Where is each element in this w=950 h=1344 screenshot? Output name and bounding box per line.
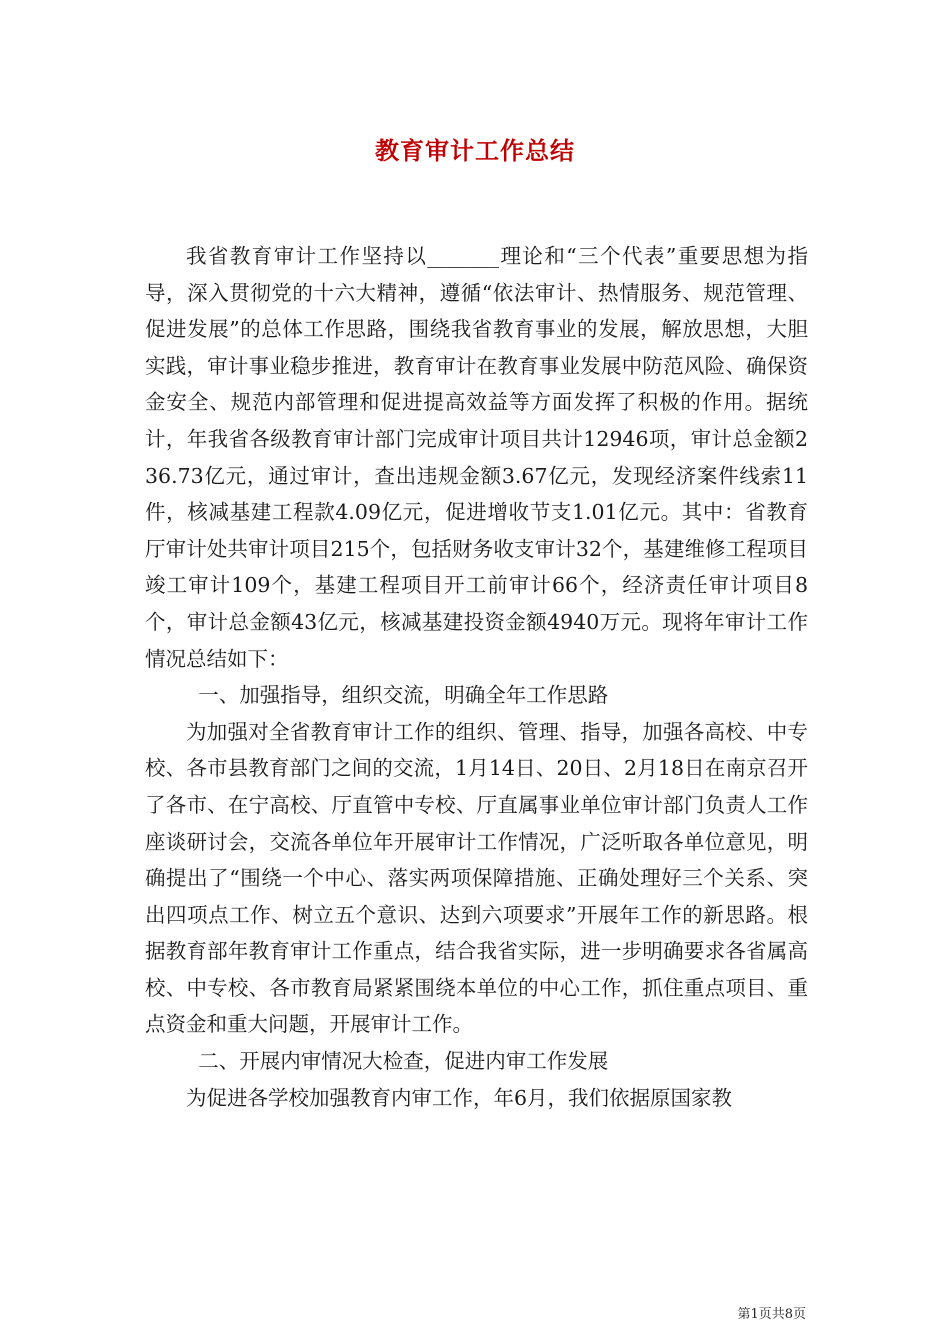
section-1-paragraph: 为加强对全省教育审计工作的组织、管理、指导，加强各高校、中专校、各市县教育部门之间的交流，1月14日、20日、2月18日在南京召开了各市、在宁高校、厅直管中专校、厅直属事业单位审计部门负责人工作座谈研讨会，交流各单位年开展审计工作情况，广泛听取各单位意见，明确提出了“围绕一个中心、落实两项保障措施、正确处理好三个关系、突出四项点工作、树立五个意识、达到六项要求”开展年工作的新思路。根据教育部年教育审计工作重点，结合我省实际，进一步明确要求各省属高校、中专校、各市教育局紧紧围绕本单位的中心工作，抓住重点项目、重点资金和重大问题，开展审计工作。 <box>145 719 808 1037</box>
section-heading-1: 一、加强指导，组织交流，明确全年工作思路 <box>198 683 609 708</box>
intro-paragraph: 我省教育审计工作坚持以_______理论和“三个代表”重要思想为指导，深入贯彻党的十六大精神，遵循“依法审计、热情服务、规范管理、促进发展”的总体工作思路，围绕我省教育事业的发展，解放思想，大胆实践，审计事业稳步推进，教育审计在教育事业发展中防范风险、确保资金安全、规范内部管理和促进提高效益等方面发挥了积极的作用。据统计，年我省各级教育审计部门完成审计项目共计12946项，审计总金额236.73亿元，通过审计，查出违规金额3.67亿元，发现经济案件线索11件，核减基建工程款4.09亿元，促进增收节支1.01亿元。其中：省教育厅审计处共审计项目215个，包括财务收支审计32个，基建维修工程项目竣工审计109个，基建工程项目开工前审计66个，经济责任审计项目8个，审计总金额43亿元，核减基建投资金额4940万元。现将年审计工作情况总结如下： <box>145 244 808 671</box>
page-number-footer: 第1页共8页 <box>737 1307 806 1322</box>
document-body <box>145 238 808 1116</box>
document-title: 教育审计工作总结 <box>375 136 575 165</box>
section-2-paragraph: 为促进各学校加强教育内审工作，年6月，我们依据原国家教 <box>186 1085 733 1110</box>
section-heading-2: 二、开展内审情况大检查，促进内审工作发展 <box>198 1049 609 1074</box>
